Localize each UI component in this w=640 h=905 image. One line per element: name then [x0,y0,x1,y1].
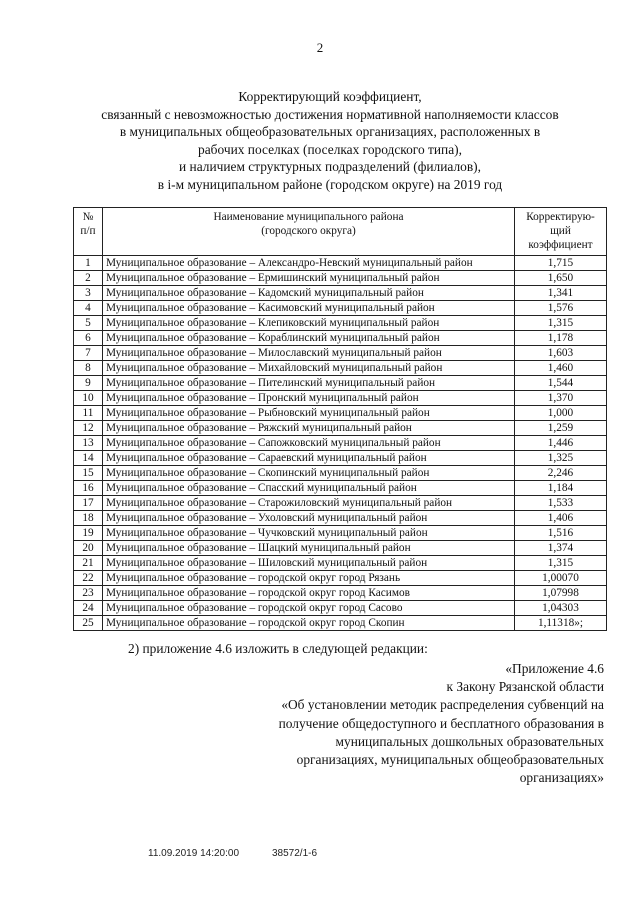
row-number: 14 [74,451,103,466]
row-number: 12 [74,421,103,436]
row-name: Муниципальное образование – Ухоловский муниципальный район [103,511,515,526]
row-coefficient: 1,00070 [515,571,607,586]
table-row [74,586,607,601]
table-row [74,391,607,406]
row-name: Муниципальное образование – Чучковский муниципальный район [103,526,515,541]
row-coefficient: 1,04303 [515,601,607,616]
table-row [74,361,607,376]
row-name: Муниципальное образование – Пронский муниципальный район [103,391,515,406]
title-line: в муниципальных общеобразовательных организациях, расположенных в [119,124,541,139]
row-name: Муниципальное образование – Спасский муниципальный район [103,481,515,496]
row-name: Муниципальное образование – Рыбновский муниципальный район [103,406,515,421]
table-row [74,616,607,631]
row-coefficient: 1,370 [515,391,607,406]
annex-line: получение общедоступного и бесплатного образования в [278,715,604,731]
footer-doc-number: 38572/1-6 [272,848,318,859]
row-number: 18 [74,511,103,526]
row-number: 23 [74,586,103,601]
table-row [74,406,607,421]
row-coefficient: 1,315 [515,316,607,331]
row-number: 4 [74,301,103,316]
annex-line: организациях, муниципальных общеобразовательных [296,752,604,768]
row-name: Муниципальное образование – Скопинский муниципальный район [103,466,515,481]
row-number: 24 [74,601,103,616]
table-row [74,451,607,466]
row-name: Муниципальное образование – Кораблинский муниципальный район [103,331,515,346]
table-row [74,316,607,331]
row-name: Муниципальное образование – Милославский муниципальный район [103,346,515,361]
row-number: 8 [74,361,103,376]
row-number: 22 [74,571,103,586]
row-number: 2 [74,271,103,286]
row-coefficient: 1,516 [515,526,607,541]
table-header-row [74,208,607,256]
table-row [74,301,607,316]
row-name: Муниципальное образование – Михайловский муниципальный район [103,361,515,376]
title-line: в i-м муниципальном районе (городском округе) на 2019 год [157,176,503,192]
table-row [74,331,607,346]
row-name: Муниципальное образование – Шацкий муниципальный район [103,541,515,556]
annex-line: организациях» [519,770,604,786]
footer-timestamp: 11.09.2019 14:20:00 [148,848,240,859]
table-row [74,601,607,616]
row-coefficient: 1,533 [515,496,607,511]
coefficient-table [73,207,607,631]
row-coefficient: 1,178 [515,331,607,346]
row-number: 16 [74,481,103,496]
row-number: 9 [74,376,103,391]
table-row [74,436,607,451]
row-name: Муниципальное образование – Сараевский муниципальный район [103,451,515,466]
row-name: Муниципальное образование – Ермишинский муниципальный район [103,271,515,286]
table-row [74,481,607,496]
row-number: 25 [74,616,103,631]
table-row [74,271,607,286]
table-row [74,256,607,271]
page-number: 2 [316,40,324,55]
title-line: связанный с невозможностью достижения нормативной наполняемости классов [101,106,559,122]
annex-heading [204,660,604,787]
row-coefficient: 1,715 [515,256,607,271]
row-number: 21 [74,556,103,571]
row-coefficient: 1,341 [515,286,607,301]
row-coefficient: 1,603 [515,346,607,361]
row-name: Муниципальное образование – городской округ город Касимов [103,586,515,601]
table-body [74,256,607,631]
row-number: 15 [74,466,103,481]
row-coefficient: 1,000 [515,406,607,421]
row-name: Муниципальное образование – Кадомский муниципальный район [103,286,515,301]
row-name: Муниципальное образование – Касимовский муниципальный район [103,301,515,316]
row-name: Муниципальное образование – Александро-Невский муниципальный район [103,256,515,271]
row-name: Муниципальное образование – Клепиковский муниципальный район [103,316,515,331]
row-name: Муниципальное образование – Старожиловский муниципальный район [103,496,515,511]
row-name: Муниципальное образование – Пителинский муниципальный район [103,376,515,391]
annex-line: «Об установлении методик распределения субвенций на [281,697,604,713]
title-line: и наличием структурных подразделений (филиалов), [179,159,481,174]
table-row [74,376,607,391]
row-number: 5 [74,316,103,331]
row-name: Муниципальное образование – городской округ город Рязань [103,571,515,586]
row-coefficient: 1,650 [515,271,607,286]
table-row [74,541,607,556]
row-coefficient: 1,315 [515,556,607,571]
annex-line: муниципальных дошкольных образовательных [335,733,604,749]
row-number: 19 [74,526,103,541]
table-row [74,496,607,511]
row-number: 7 [74,346,103,361]
row-coefficient: 2,246 [515,466,607,481]
table-row [74,511,607,526]
row-name: Муниципальное образование – Сапожковский муниципальный район [103,436,515,451]
table-row [74,346,607,361]
row-number: 11 [74,406,103,421]
row-name: Муниципальное образование – Шиловский муниципальный район [103,556,515,571]
row-number: 13 [74,436,103,451]
row-coefficient: 1,406 [515,511,607,526]
annex-line: к Закону Рязанской области [446,679,604,695]
title-line: Корректирующий коэффициент, [238,89,422,104]
row-number: 6 [74,331,103,346]
row-name: Муниципальное образование – Ряжский муниципальный район [103,421,515,436]
row-number: 1 [74,256,103,271]
table-row [74,286,607,301]
item-2-text: 2) приложение 4.6 изложить в следующей редакции: [128,641,428,656]
row-coefficient: 1,184 [515,481,607,496]
table-row [74,421,607,436]
row-name: Муниципальное образование – городской округ город Сасово [103,601,515,616]
row-coefficient: 1,544 [515,376,607,391]
row-coefficient: 1,576 [515,301,607,316]
row-number: 20 [74,541,103,556]
row-coefficient: 1,07998 [515,586,607,601]
table-row [74,466,607,481]
row-number: 17 [74,496,103,511]
annex-line: «Приложение 4.6 [505,661,604,676]
title-line: рабочих поселках (поселках городского типа), [198,141,462,157]
row-number: 10 [74,391,103,406]
table-row [74,526,607,541]
row-coefficient: 1,325 [515,451,607,466]
header-number: № п/п [74,208,103,256]
header-name: Наименование муниципального района (городского округа) [103,208,515,256]
row-coefficient: 1,259 [515,421,607,436]
table-row [74,556,607,571]
row-number: 3 [74,286,103,301]
header-coefficient: Корректирую- щий коэффициент [515,208,607,256]
document-title [60,88,600,193]
table-row [74,571,607,586]
row-name: Муниципальное образование – городской округ город Скопин [103,616,515,631]
row-coefficient: 1,460 [515,361,607,376]
row-coefficient: 1,11318»; [515,616,607,631]
row-coefficient: 1,374 [515,541,607,556]
row-coefficient: 1,446 [515,436,607,451]
